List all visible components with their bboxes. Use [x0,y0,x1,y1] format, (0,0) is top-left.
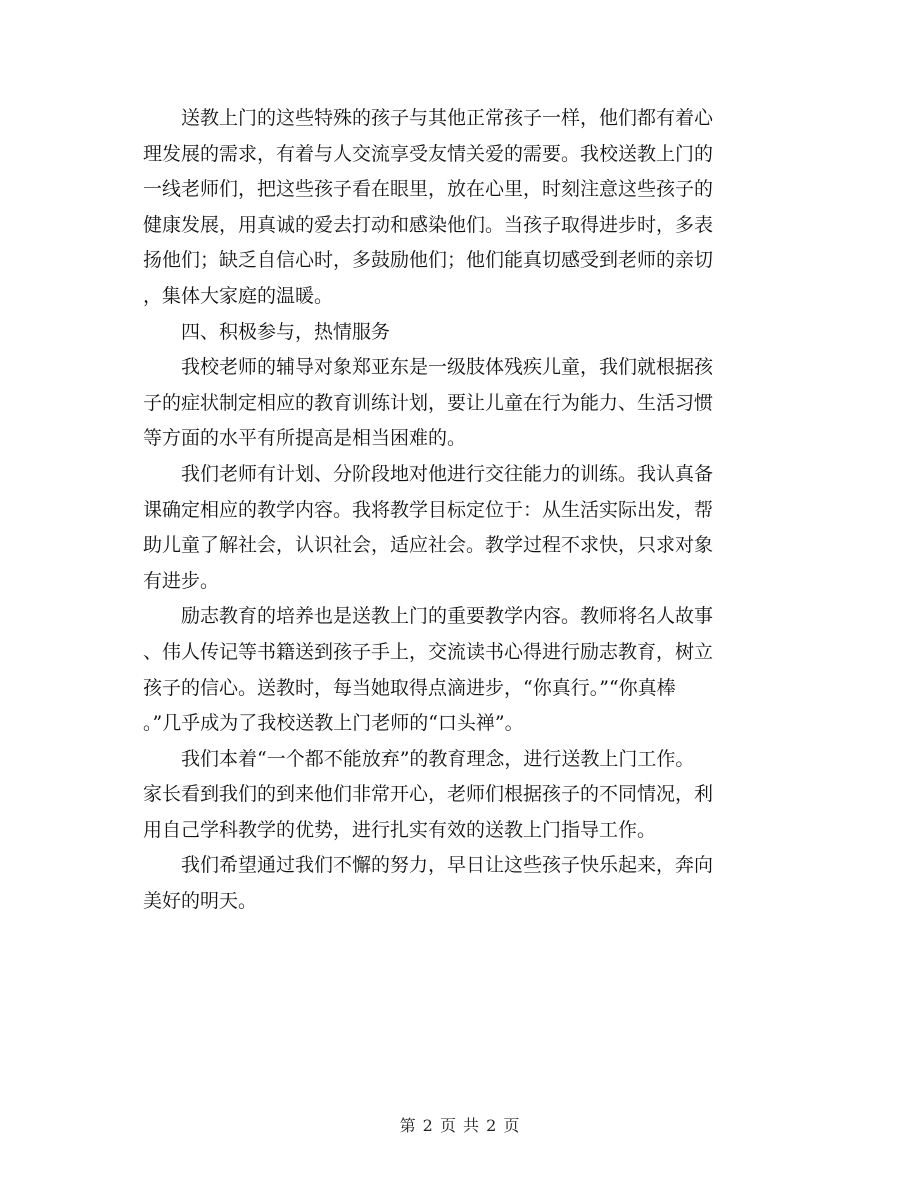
text-line: 助儿童了解社会，认识社会，适应社会。教学过程不求快，只求对象 [143,534,714,557]
text-line: 一线老师们，把这些孩子看在眼里，放在心里，时刻注意这些孩子的 [143,178,714,201]
text-line: 有进步。 [143,569,220,592]
text-line: 、伟人传记等书籍送到孩子手上，交流读书心得进行励志教育，树立 [143,640,714,663]
text-line: 我校老师的辅导对象郑亚东是一级肢体残疾儿童，我们就根据孩 [181,356,714,379]
section-heading [143,315,779,351]
text-line: 理发展的需求，有着与人交流享受友情关爱的需要。我校送教上门的 [143,142,714,165]
paragraph [143,848,779,919]
text-line: 课确定相应的教学内容。我将教学目标定位于：从生活实际出发，帮 [143,498,714,521]
page-number-footer: 第 2 页 共 2 页 [399,1116,521,1135]
text-line: 孩子的信心。送教时，每当她取得点滴进步，“你真行。”“你真棒 [143,676,676,699]
text-line: 我们本着“一个都不能放弃”的教育理念，进行送教上门工作。 [181,747,695,770]
text-line: 家长看到我们的到来他们非常开心，老师们根据孩子的不同情况，利 [143,783,714,806]
text-line: 用自己学科教学的优势，进行扎实有效的送教上门指导工作。 [143,818,657,841]
text-line: 扬他们；缺乏自信心时，多鼓励他们；他们能真切感受到老师的亲切 [143,249,714,272]
text-line: 我们老师有计划、分阶段地对他进行交往能力的训练。我认真备 [181,462,714,485]
paragraph [143,599,779,741]
text-line: 。”几乎成为了我校送教上门老师的“口头禅”。 [143,712,524,735]
text-line: 子的症状制定相应的教育训练计划，要让儿童在行为能力、生活习惯 [143,391,714,414]
text-line: 励志教育的培养也是送教上门的重要教学内容。教师将名人故事 [181,605,714,628]
text-line: 我们希望通过我们不懈的努力，早日让这些孩子快乐起来，奔向 [181,854,714,877]
paragraph [143,457,779,599]
text-line: 送教上门的这些特殊的孩子与其他正常孩子一样，他们都有着心 [181,107,714,129]
text-line: 健康发展，用真诚的爱去打动和感染他们。当孩子取得进步时，多表 [143,213,714,236]
text-line: 美好的明天。 [143,890,258,913]
text-line: ，集体大家庭的温暖。 [143,284,334,307]
paragraph [143,350,779,457]
document-body [143,101,779,920]
text-line: 四、积极参与，热情服务 [181,320,391,343]
paragraph [143,742,779,849]
paragraph [143,101,779,315]
text-line: 等方面的水平有所提高是相当困难的。 [143,427,467,450]
